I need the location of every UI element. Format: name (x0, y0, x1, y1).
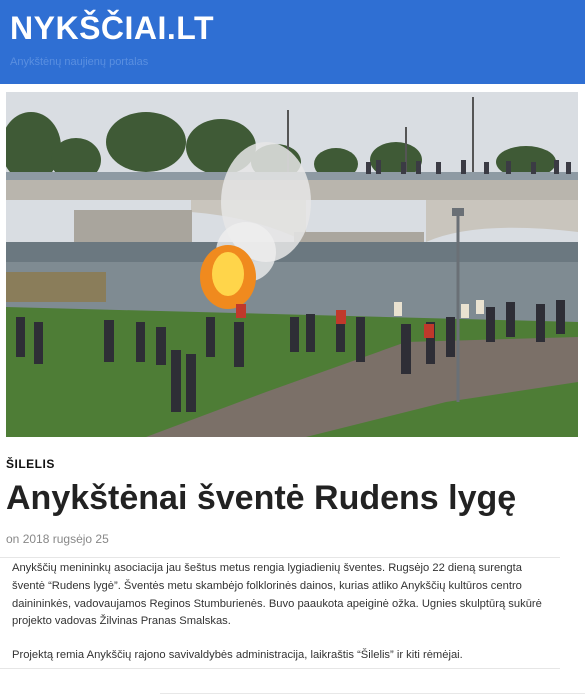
site-header (0, 0, 585, 84)
site-tagline: Anykštėnų naujienų portalas (10, 56, 149, 68)
site-title[interactable]: NYKŠČIAI.LT (10, 10, 215, 46)
post-title: Anykštėnai šventė Rudens lygę (6, 479, 517, 517)
divider (160, 693, 585, 694)
post-paragraph: Anykščių menininkų asociacija jau šeštus metus rengia lygiadienių šventes. Rugsėjo 22 dieną surengta šventė “Rudens lygė”. Šventės metu skambėjo folklorinės dainos, kurias atliko Anykščių kultūros centro dainininkės, vadovaujamos Reginos Stumburienės. Buvo paaukota apeiginė ožka. Ugnies skulptūrą sukūrė projekto vadovas Žilvinas Pranas Smalskas. (12, 562, 542, 628)
post-date[interactable]: 2018 rugsėjo 25 (22, 532, 109, 546)
post-content (0, 557, 560, 669)
post-meta (6, 532, 109, 546)
post-paragraph: Projektą remia Anykščių rajono savivaldybės administracija, laikraštis “Šilelis” ir kiti rėmėjai. (12, 649, 463, 661)
post-category[interactable]: ŠILELIS (6, 457, 55, 471)
post-meta-prefix: on (6, 532, 20, 546)
featured-image (6, 92, 578, 437)
